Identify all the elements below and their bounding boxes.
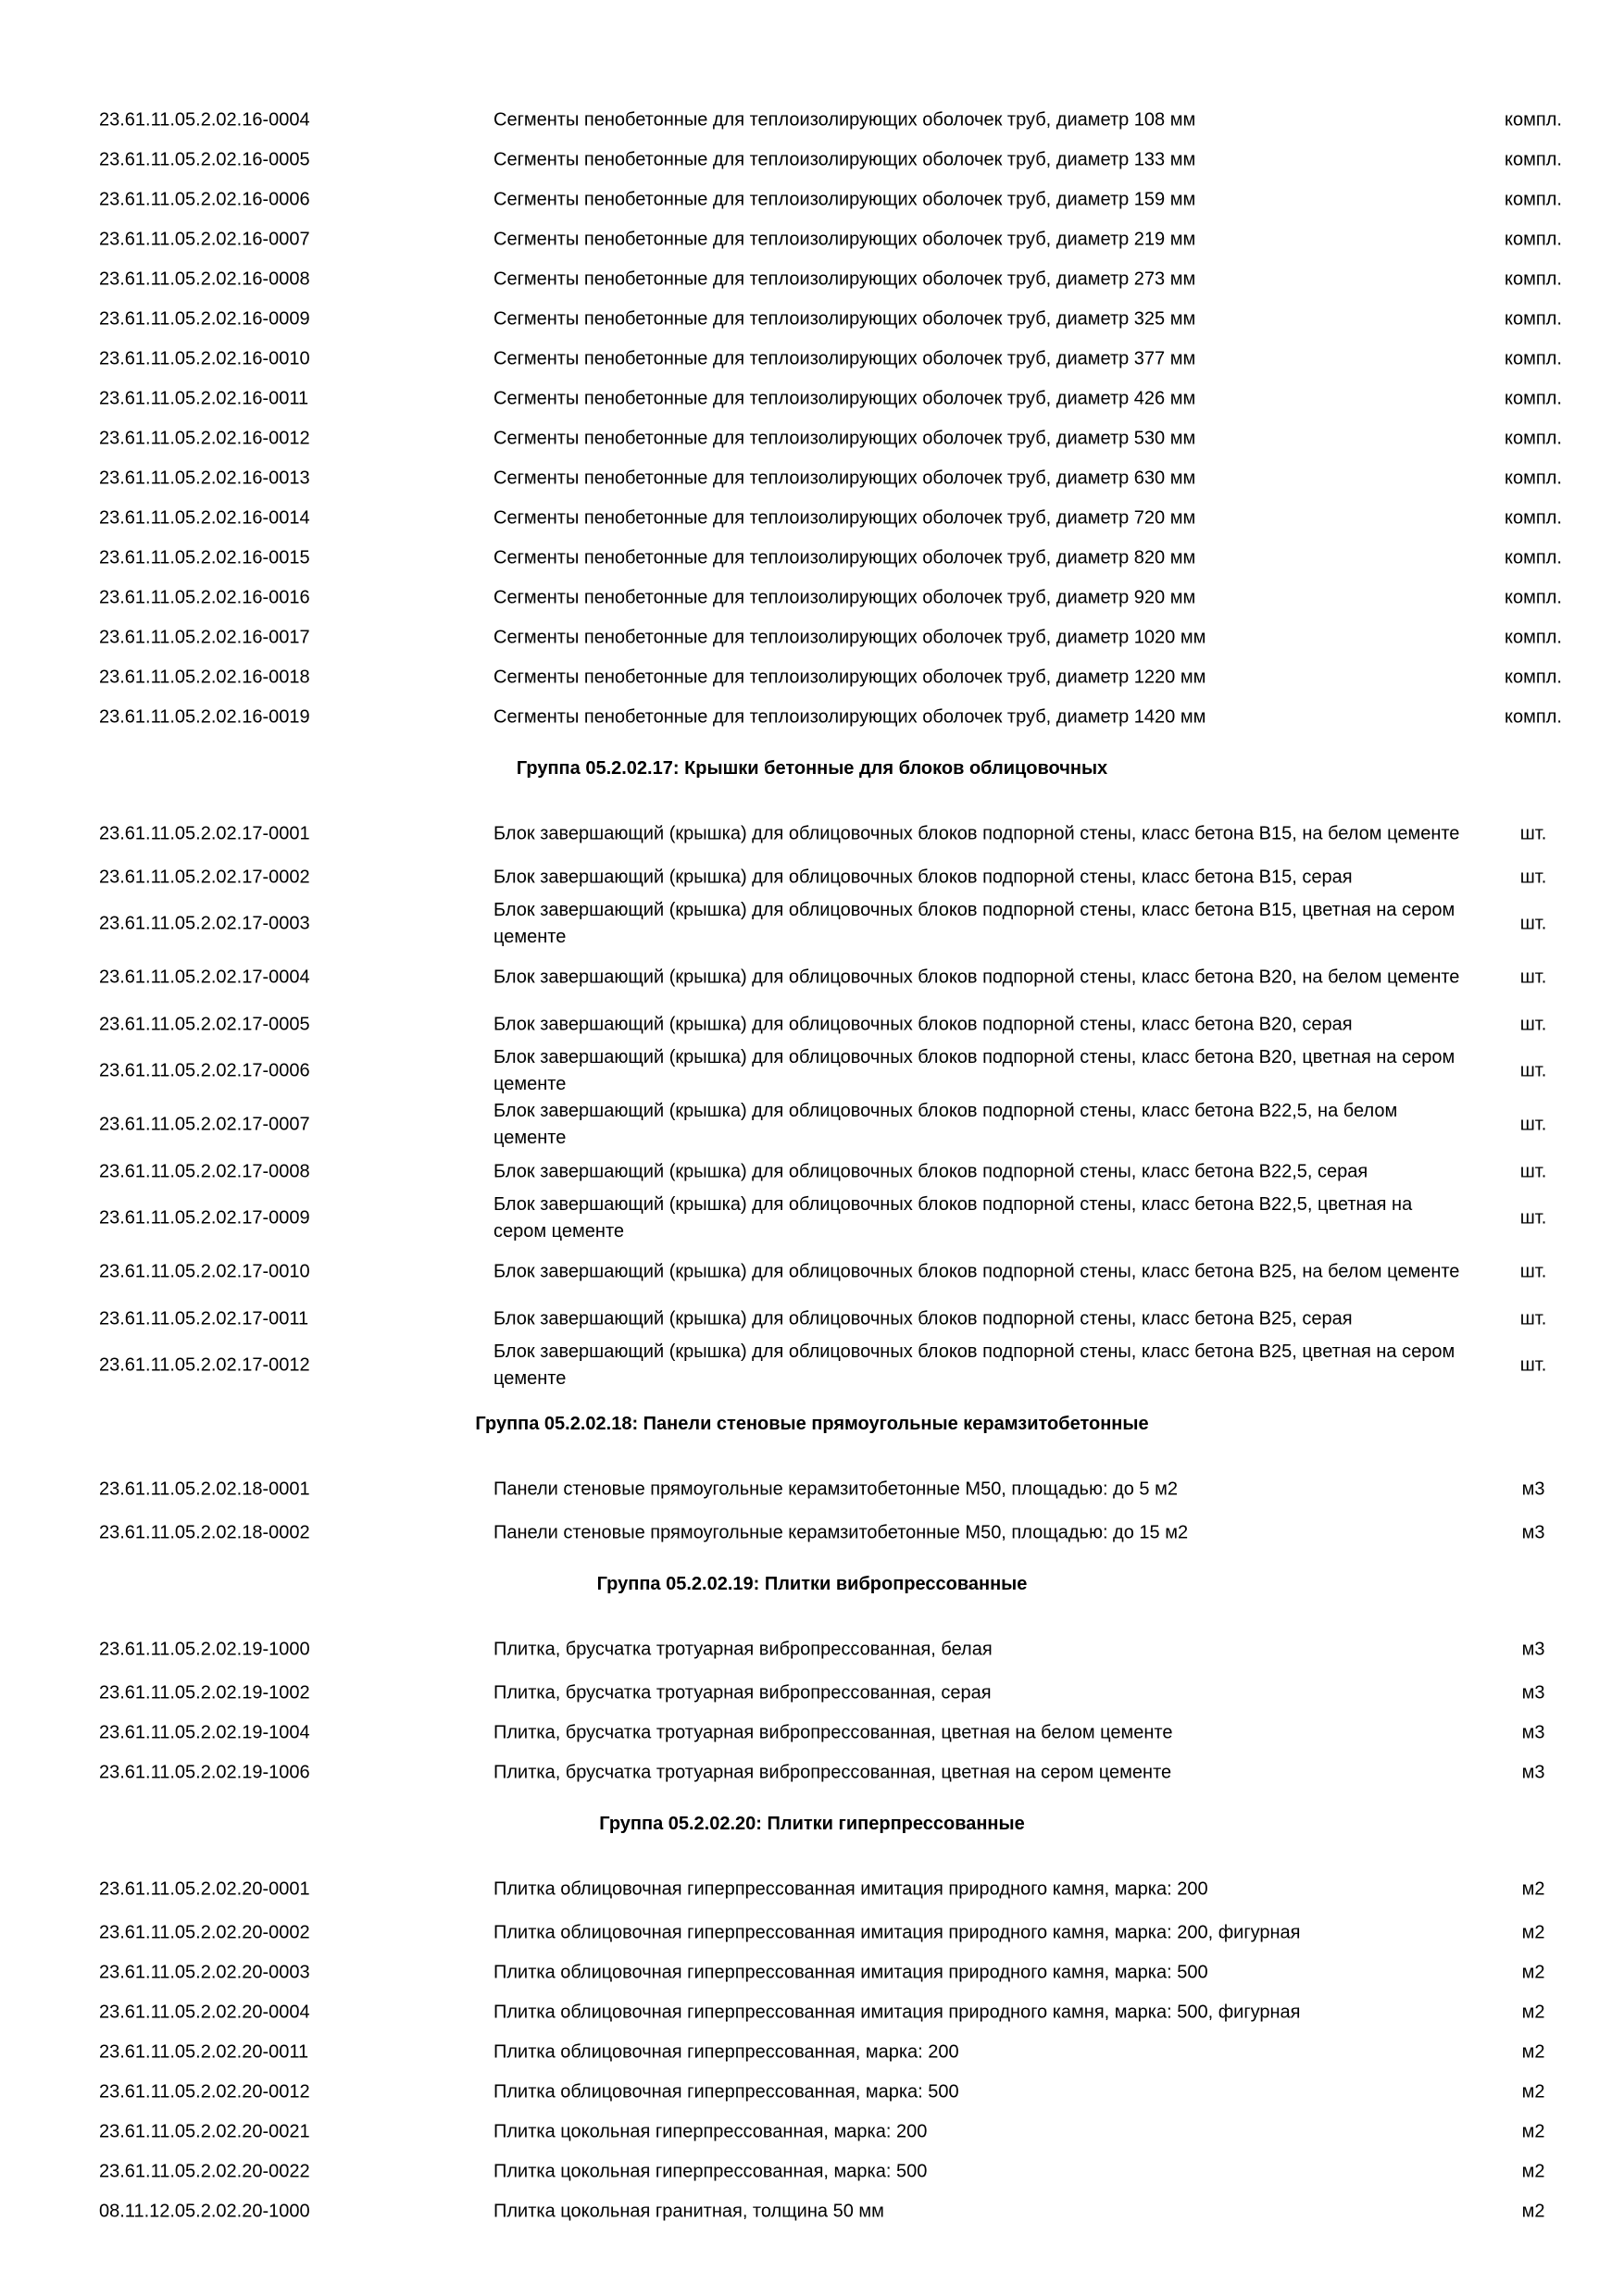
item-unit: компл. (1505, 388, 1562, 408)
item-unit: шт. (1519, 1207, 1547, 1229)
item-name: Блок завершающий (крышка) для облицовочных блоков подпорной стены, класс бетона В22,5, серая (493, 1161, 1368, 1181)
item-code: 23.61.11.05.2.02.20-0012 (99, 2081, 310, 2102)
item-name: Сегменты пенобетонные для теплоизолирующих оболочек труб, диаметр 377 мм (493, 348, 1196, 368)
group-heading-text: Группа 05.2.02.19: Плитки вибропрессованные (596, 1574, 1028, 1594)
item-code: 23.61.11.05.2.02.19-1000 (99, 1639, 310, 1660)
item-unit: компл. (1505, 627, 1562, 647)
item-code: 23.61.11.05.2.02.17-0009 (99, 1207, 310, 1229)
item-code: 23.61.11.05.2.02.16-0016 (99, 587, 310, 607)
item-code: 23.61.11.05.2.02.17-0004 (99, 967, 310, 988)
item-code: 23.61.11.05.2.02.17-0003 (99, 913, 310, 934)
item-name: Плитка, брусчатка тротуарная вибропрессованная, цветная на белом цементе (493, 1722, 1173, 1742)
item-code: 23.61.11.05.2.02.16-0010 (99, 348, 310, 368)
table-row (0, 1192, 1624, 1245)
item-unit: компл. (1505, 706, 1562, 727)
item-unit: м2 (1521, 2041, 1545, 2062)
item-name: Сегменты пенобетонные для теплоизолирующих оболочек труб, диаметр 720 мм (493, 507, 1196, 528)
group-heading (0, 1553, 1624, 1627)
table-row (0, 418, 1624, 458)
table-row (0, 1866, 1624, 1913)
item-name: Сегменты пенобетонные для теплоизолирующих оболочек труб, диаметр 133 мм (493, 149, 1196, 169)
item-unit: компл. (1505, 587, 1562, 607)
item-unit: м2 (1521, 1878, 1545, 1900)
item-name: Плитка облицовочная гиперпрессованная имитация природного камня, марка: 500, фигурная (493, 2002, 1301, 2022)
table-row (0, 180, 1624, 219)
item-name: Сегменты пенобетонные для теплоизолирующих оболочек труб, диаметр 1420 мм (493, 706, 1206, 727)
table-row (0, 140, 1624, 180)
item-name: Сегменты пенобетонные для теплоизолирующих оболочек труб, диаметр 108 мм (493, 109, 1196, 130)
item-name: Блок завершающий (крышка) для облицовочных блоков подпорной стены, класс бетона В20, цветная на сером цементе (493, 1047, 1455, 1094)
table-row (0, 657, 1624, 697)
item-unit: м2 (1521, 2161, 1545, 2181)
table-row (0, 339, 1624, 379)
item-code: 23.61.11.05.2.02.18-0001 (99, 1479, 310, 1500)
item-name: Сегменты пенобетонные для теплоизолирующих оболочек труб, диаметр 1020 мм (493, 627, 1206, 647)
item-name: Плитка облицовочная гиперпрессованная, марка: 500 (493, 2081, 959, 2102)
item-name: Плитка цокольная гиперпрессованная, марка: 200 (493, 2121, 928, 2141)
item-code: 23.61.11.05.2.02.16-0004 (99, 109, 310, 130)
item-code: 23.61.11.05.2.02.19-1004 (99, 1722, 310, 1742)
item-name: Блок завершающий (крышка) для облицовочных блоков подпорной стены, класс бетона В22,5, цветная на сером цементе (493, 1194, 1413, 1242)
item-unit: м3 (1521, 1682, 1545, 1703)
item-unit: компл. (1505, 428, 1562, 448)
item-name: Блок завершающий (крышка) для облицовочных блоков подпорной стены, класс бетона В15, серая (493, 867, 1353, 887)
item-code: 23.61.11.05.2.02.16-0018 (99, 667, 310, 687)
item-name: Блок завершающий (крышка) для облицовочных блоков подпорной стены, класс бетона В25, цветная на сером цементе (493, 1341, 1455, 1389)
table-row (0, 1953, 1624, 1992)
table-row (0, 1152, 1624, 1192)
table-row (0, 458, 1624, 498)
item-code: 23.61.11.05.2.02.19-1002 (99, 1682, 310, 1703)
item-name: Панели стеновые прямоугольные керамзитобетонные М50, площадью: до 15 м2 (493, 1522, 1189, 1542)
table-row (0, 1245, 1624, 1299)
group-heading-text: Группа 05.2.02.18: Панели стеновые прямоугольные керамзитобетонные (475, 1414, 1149, 1434)
item-name: Плитка цокольная гранитная, толщина 50 мм (493, 2201, 884, 2221)
item-name: Плитка, брусчатка тротуарная вибропрессованная, цветная на сером цементе (493, 1762, 1172, 1782)
item-unit: шт. (1519, 1354, 1547, 1376)
item-name: Блок завершающий (крышка) для облицовочных блоков подпорной стены, класс бетона В15, цветная на сером цементе (493, 900, 1455, 947)
item-unit: шт. (1519, 1060, 1547, 1081)
item-name: Панели стеновые прямоугольные керамзитобетонные М50, площадью: до 5 м2 (493, 1479, 1178, 1500)
item-unit: шт. (1519, 967, 1547, 988)
item-unit: компл. (1505, 667, 1562, 687)
table-row (0, 2072, 1624, 2112)
item-code: 23.61.11.05.2.02.16-0017 (99, 627, 310, 647)
item-unit: компл. (1505, 507, 1562, 528)
item-unit: компл. (1505, 149, 1562, 169)
item-code: 23.61.11.05.2.02.17-0006 (99, 1060, 310, 1081)
item-name: Блок завершающий (крышка) для облицовочных блоков подпорной стены, класс бетона В20, на белом цементе (493, 967, 1460, 988)
item-unit: м3 (1521, 1479, 1545, 1500)
item-code: 23.61.11.05.2.02.16-0007 (99, 229, 310, 249)
item-name: Сегменты пенобетонные для теплоизолирующих оболочек труб, диаметр 426 мм (493, 388, 1196, 408)
item-unit: компл. (1505, 189, 1562, 209)
item-code: 23.61.11.05.2.02.16-0009 (99, 308, 310, 329)
item-unit: м3 (1521, 1522, 1545, 1542)
item-name: Сегменты пенобетонные для теплоизолирующих оболочек труб, диаметр 630 мм (493, 468, 1196, 488)
item-code: 23.61.11.05.2.02.20-0004 (99, 2002, 310, 2022)
table-row (0, 1513, 1624, 1553)
item-name: Сегменты пенобетонные для теплоизолирующих оболочек труб, диаметр 273 мм (493, 268, 1196, 289)
item-name: Блок завершающий (крышка) для облицовочных блоков подпорной стены, класс бетона В20, серая (493, 1014, 1353, 1034)
table-row (0, 811, 1624, 857)
item-code: 23.61.11.05.2.02.20-0011 (99, 2041, 309, 2062)
item-code: 23.61.11.05.2.02.16-0005 (99, 149, 310, 169)
item-name: Плитка, брусчатка тротуарная вибропрессованная, серая (493, 1682, 992, 1703)
item-unit: шт. (1519, 1261, 1547, 1282)
item-name: Плитка, брусчатка тротуарная вибропрессованная, белая (493, 1639, 993, 1660)
item-unit: м2 (1521, 2121, 1545, 2141)
item-name: Сегменты пенобетонные для теплоизолирующих оболочек труб, диаметр 219 мм (493, 229, 1196, 249)
item-code: 23.61.11.05.2.02.16-0011 (99, 388, 309, 408)
item-code: 23.61.11.05.2.02.20-0021 (99, 2121, 310, 2141)
item-code: 23.61.11.05.2.02.17-0001 (99, 823, 310, 844)
table-row (0, 1299, 1624, 1339)
table-row (0, 2191, 1624, 2231)
table-row (0, 1992, 1624, 2032)
item-code: 23.61.11.05.2.02.17-0002 (99, 867, 310, 887)
item-code: 23.61.11.05.2.02.16-0008 (99, 268, 310, 289)
item-unit: м2 (1521, 2081, 1545, 2102)
item-name: Плитка облицовочная гиперпрессованная имитация природного камня, марка: 500 (493, 1962, 1208, 1982)
table-row (0, 1098, 1624, 1152)
item-code: 23.61.11.05.2.02.20-0003 (99, 1962, 310, 1982)
item-code: 23.61.11.05.2.02.16-0013 (99, 468, 310, 488)
item-unit: шт. (1519, 867, 1547, 887)
table-row (0, 618, 1624, 657)
item-unit: компл. (1505, 229, 1562, 249)
item-name: Сегменты пенобетонные для теплоизолирующих оболочек труб, диаметр 530 мм (493, 428, 1196, 448)
table-row (0, 1466, 1624, 1513)
document-table (0, 100, 1624, 2231)
item-name: Блок завершающий (крышка) для облицовочных блоков подпорной стены, класс бетона В22,5, на белом цементе (493, 1101, 1398, 1148)
item-name: Сегменты пенобетонные для теплоизолирующих оболочек труб, диаметр 820 мм (493, 547, 1196, 568)
table-row (0, 1339, 1624, 1392)
item-unit: м3 (1521, 1639, 1545, 1660)
group-heading (0, 737, 1624, 811)
item-code: 23.61.11.05.2.02.16-0014 (99, 507, 310, 528)
item-name: Плитка облицовочная гиперпрессованная имитация природного камня, марка: 200 (493, 1878, 1208, 1900)
item-code: 23.61.11.05.2.02.20-0022 (99, 2161, 310, 2181)
item-unit: м3 (1521, 1762, 1545, 1782)
item-unit: компл. (1505, 348, 1562, 368)
item-code: 08.11.12.05.2.02.20-1000 (99, 2201, 310, 2221)
item-unit: компл. (1505, 468, 1562, 488)
item-code: 23.61.11.05.2.02.17-0007 (99, 1114, 310, 1135)
table-row (0, 1753, 1624, 1792)
item-name: Сегменты пенобетонные для теплоизолирующих оболочек труб, диаметр 159 мм (493, 189, 1196, 209)
item-code: 23.61.11.05.2.02.16-0012 (99, 428, 310, 448)
group-heading-text: Группа 05.2.02.20: Плитки гиперпрессованные (599, 1814, 1025, 1834)
item-name: Сегменты пенобетонные для теплоизолирующих оболочек труб, диаметр 920 мм (493, 587, 1196, 607)
table-row (0, 578, 1624, 618)
table-row (0, 897, 1624, 951)
table-row (0, 1673, 1624, 1713)
item-unit: шт. (1519, 1308, 1547, 1329)
table-row (0, 2152, 1624, 2191)
item-code: 23.61.11.05.2.02.17-0005 (99, 1014, 310, 1034)
table-row (0, 857, 1624, 897)
table-row (0, 951, 1624, 1004)
item-unit: компл. (1505, 547, 1562, 568)
item-unit: м2 (1521, 1922, 1545, 1942)
item-unit: шт. (1519, 913, 1547, 934)
item-unit: м2 (1521, 2201, 1545, 2221)
item-unit: компл. (1505, 308, 1562, 329)
table-row (0, 219, 1624, 259)
item-code: 23.61.11.05.2.02.18-0002 (99, 1522, 310, 1542)
item-name: Блок завершающий (крышка) для облицовочных блоков подпорной стены, класс бетона В15, на белом цементе (493, 823, 1460, 844)
table-row (0, 1004, 1624, 1044)
group-heading-text: Группа 05.2.02.17: Крышки бетонные для блоков облицовочных (516, 758, 1108, 779)
table-row (0, 697, 1624, 737)
item-code: 23.61.11.05.2.02.20-0001 (99, 1878, 310, 1900)
item-unit: шт. (1519, 1161, 1547, 1181)
table-row (0, 1913, 1624, 1953)
item-unit: шт. (1519, 823, 1547, 844)
table-row (0, 498, 1624, 538)
group-heading (0, 1392, 1624, 1466)
item-code: 23.61.11.05.2.02.17-0008 (99, 1161, 310, 1181)
item-unit: м2 (1521, 1962, 1545, 1982)
item-unit: компл. (1505, 109, 1562, 130)
item-unit: шт. (1519, 1014, 1547, 1034)
item-name: Сегменты пенобетонные для теплоизолирующих оболочек труб, диаметр 325 мм (493, 308, 1196, 329)
table-row (0, 2112, 1624, 2152)
item-code: 23.61.11.05.2.02.16-0019 (99, 706, 310, 727)
table-row (0, 1713, 1624, 1753)
table-row (0, 1044, 1624, 1098)
item-code: 23.61.11.05.2.02.19-1006 (99, 1762, 310, 1782)
item-name: Сегменты пенобетонные для теплоизолирующих оболочек труб, диаметр 1220 мм (493, 667, 1206, 687)
table-row (0, 538, 1624, 578)
item-code: 23.61.11.05.2.02.16-0015 (99, 547, 310, 568)
item-name: Плитка облицовочная гиперпрессованная имитация природного камня, марка: 200, фигурная (493, 1922, 1301, 1942)
item-name: Блок завершающий (крышка) для облицовочных блоков подпорной стены, класс бетона В25, на белом цементе (493, 1261, 1460, 1282)
item-code: 23.61.11.05.2.02.16-0006 (99, 189, 310, 209)
item-code: 23.61.11.05.2.02.17-0011 (99, 1308, 309, 1329)
item-code: 23.61.11.05.2.02.17-0010 (99, 1261, 310, 1282)
table-row (0, 259, 1624, 299)
group-heading (0, 1792, 1624, 1866)
item-name: Плитка облицовочная гиперпрессованная, марка: 200 (493, 2041, 959, 2062)
item-unit: м2 (1521, 2002, 1545, 2022)
table-row (0, 2032, 1624, 2072)
item-code: 23.61.11.05.2.02.17-0012 (99, 1354, 310, 1376)
item-unit: компл. (1505, 268, 1562, 289)
item-code: 23.61.11.05.2.02.20-0002 (99, 1922, 310, 1942)
item-name: Блок завершающий (крышка) для облицовочных блоков подпорной стены, класс бетона В25, серая (493, 1308, 1353, 1329)
table-row (0, 299, 1624, 339)
table-row (0, 100, 1624, 140)
table-row (0, 379, 1624, 418)
item-unit: м3 (1521, 1722, 1545, 1742)
table-row (0, 1627, 1624, 1673)
item-unit: шт. (1519, 1114, 1547, 1135)
item-name: Плитка цокольная гиперпрессованная, марка: 500 (493, 2161, 928, 2181)
